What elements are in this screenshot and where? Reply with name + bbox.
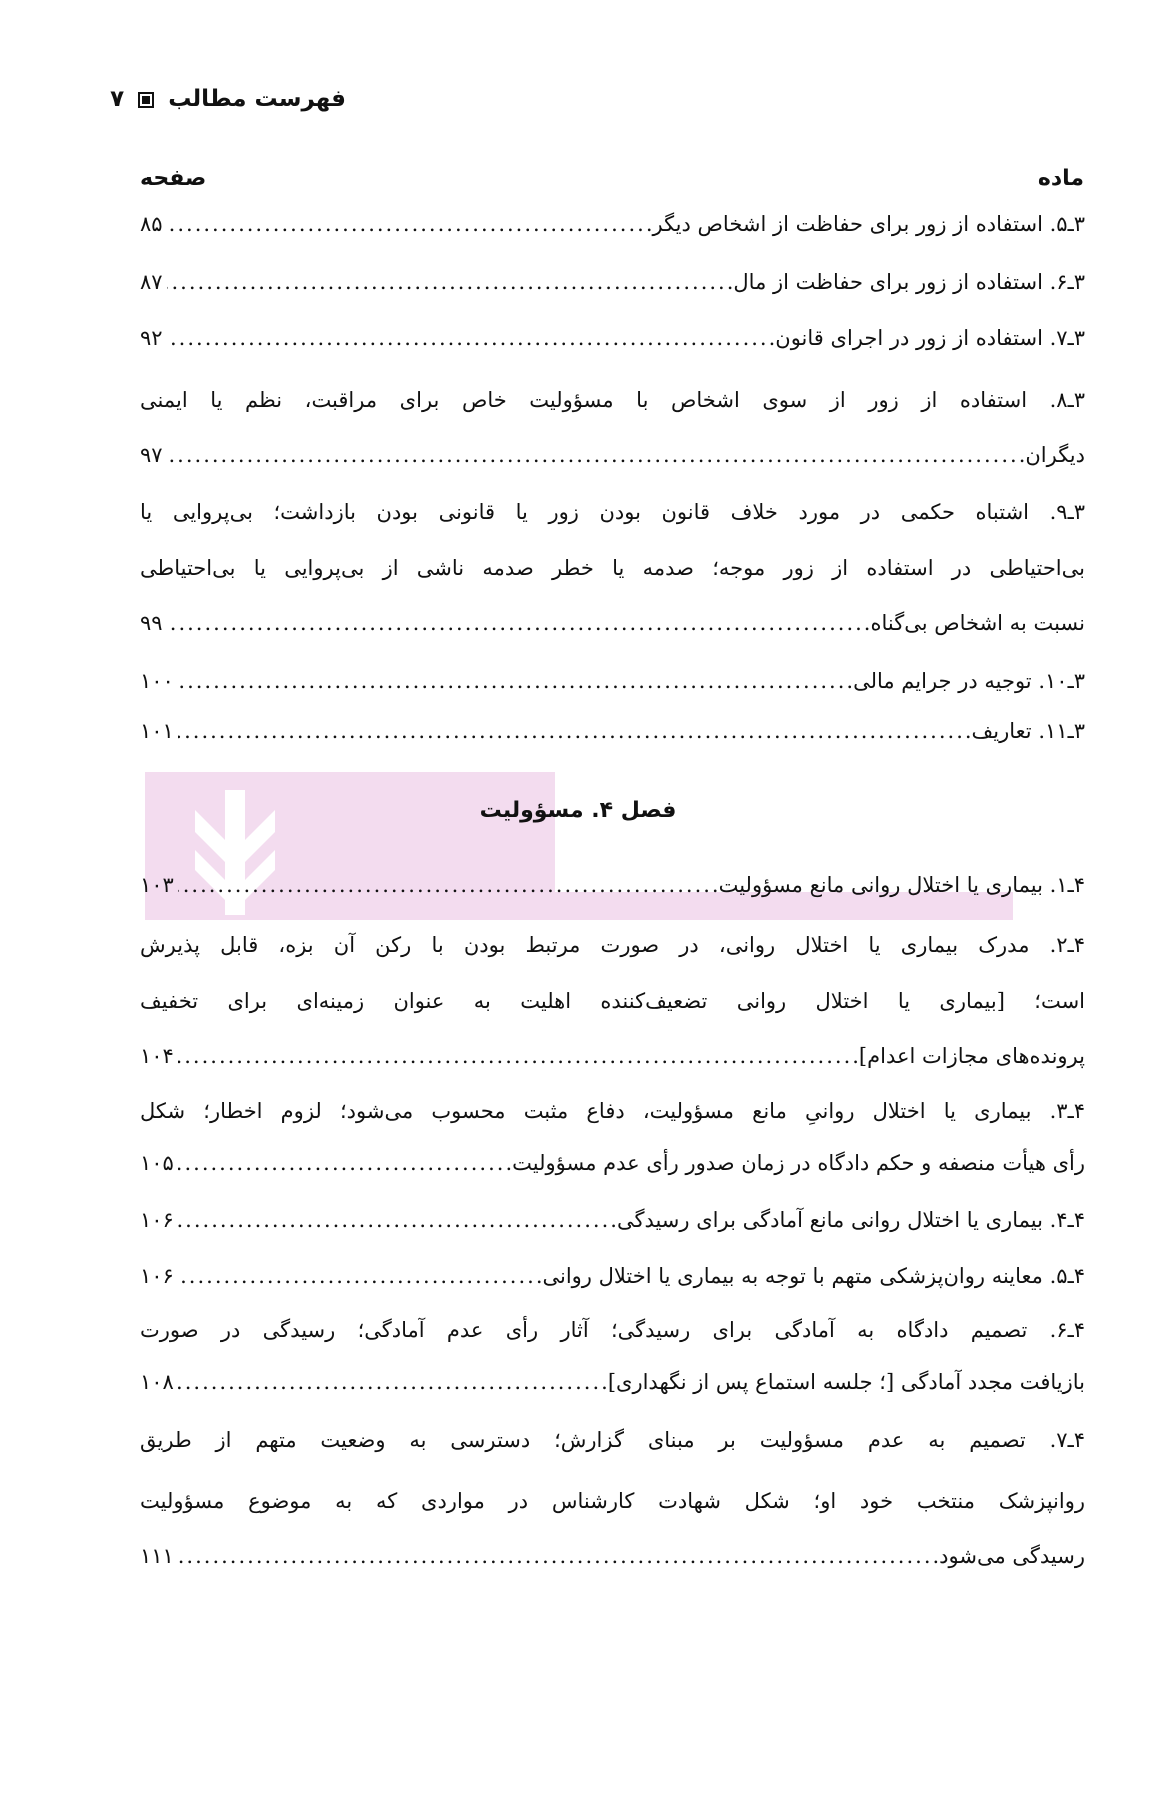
toc-entry-text: رسیدگی می‌شود. xyxy=(932,1544,1085,1568)
toc-entry-page: ۱۰۴ xyxy=(140,1044,174,1068)
dot-leader xyxy=(178,1264,536,1288)
toc-entry-page: ۱۰۵ xyxy=(140,1151,174,1175)
toc-entry-text: ۴ـ۷. تصمیم به عدم مسؤولیت بر مبنای گزارش؛ دسترسی به وضعیت متهم از طریق xyxy=(140,1428,1085,1452)
toc-entry-page: ۸۵ xyxy=(140,212,163,236)
toc-entry-page: ۱۰۶ xyxy=(140,1264,174,1288)
dot-leader xyxy=(167,611,864,635)
toc-entry-text: ۴ـ۲. مدرک بیماری یا اختلال روانی، در صورت مرتبط بودن با رکن آن بزه، قابل پذیرش xyxy=(140,933,1085,957)
header-page-number: ۷ xyxy=(110,86,125,112)
toc-entry[interactable] xyxy=(140,933,1085,957)
toc-entry-text: ۳ـ۸. استفاده از زور از سوی اشخاص با مسؤولیت خاص برای مراقبت، نظم یا ایمنی xyxy=(140,388,1085,412)
toc-entry-page: ۹۹ xyxy=(140,611,163,635)
dot-leader xyxy=(167,212,646,236)
toc-entry-text: بی‌احتیاطی در استفاده از زور موجه؛ صدمه یا خطر صدمه ناشی از بی‌پروایی یا بی‌احتیاطی xyxy=(140,556,1085,580)
toc-entry-text: بازیافت مجدد آمادگی [؛ جلسه استماع پس از نگهداری]. xyxy=(601,1370,1085,1394)
toc-entry[interactable] xyxy=(140,212,1085,246)
toc-entry[interactable] xyxy=(140,1318,1085,1342)
toc-entry-text: روانپزشک منتخب خود او؛ شکل شهادت کارشناس در مواردی که به موضوع مسؤولیت xyxy=(140,1489,1085,1513)
toc-entry-text: ۴ـ۱. بیماری یا اختلال روانی مانع مسؤولیت. xyxy=(711,873,1085,897)
toc-entry[interactable] xyxy=(140,1489,1085,1513)
toc-entry-page: ۱۰۳ xyxy=(140,873,174,897)
dot-leader xyxy=(178,1208,610,1232)
toc-entry[interactable] xyxy=(140,1099,1085,1123)
toc-entry-text: ۳ـ۵. استفاده از زور برای حفاظت از اشخاص دیگر. xyxy=(645,212,1085,236)
dot-leader xyxy=(178,1544,933,1568)
toc-entry[interactable] xyxy=(140,500,1085,524)
dot-leader xyxy=(167,270,727,294)
toc-entry-text: دیگران. xyxy=(1018,443,1085,467)
toc-entry[interactable] xyxy=(140,669,1085,703)
toc-entry-text: ۴ـ۵. معاینه روان‌پزشکی متهم با توجه به بیماری یا اختلال روانی. xyxy=(535,1264,1085,1288)
toc-entry-page: ۹۲ xyxy=(140,326,163,350)
toc-entry-text: ۳ـ۶. استفاده از زور برای حفاظت از مال. xyxy=(726,270,1085,294)
toc-entry-text: پرونده‌های مجازات اعدام]. xyxy=(852,1044,1085,1068)
column-header-item: ماده xyxy=(1037,166,1084,191)
toc-entry[interactable] xyxy=(140,611,1085,645)
chapter-title: فصل ۴. مسؤولیت xyxy=(479,798,677,823)
dot-leader xyxy=(178,669,847,693)
toc-entry-text: ۳ـ۹. اشتباه حکمی در مورد خلاف قانون بودن زور یا قانونی بودن بازداشت؛ بی‌پروایی یا xyxy=(140,500,1085,524)
toc-entry[interactable] xyxy=(140,719,1085,753)
toc-entry-page: ۸۷ xyxy=(140,270,163,294)
running-header xyxy=(110,86,346,112)
dot-leader xyxy=(178,1151,506,1175)
toc-entry[interactable] xyxy=(140,1370,1085,1404)
toc-entry[interactable] xyxy=(140,270,1085,304)
toc-entry[interactable] xyxy=(140,388,1085,412)
toc-entry-page: ۱۰۶ xyxy=(140,1208,174,1232)
toc-entry-text: ۳ـ۱۱. تعاریف. xyxy=(964,719,1085,743)
toc-entry-text: ۴ـ۴. بیماری یا اختلال روانی مانع آمادگی برای رسیدگی. xyxy=(610,1208,1085,1232)
toc-entry-page: ۱۰۸ xyxy=(140,1370,174,1394)
toc-entry[interactable] xyxy=(140,873,1085,907)
toc-entry-text: ۳ـ۷. استفاده از زور در اجرای قانون. xyxy=(768,326,1085,350)
toc-entry-text: رأی هیأت منصفه و حکم دادگاه در زمان صدور رأی عدم مسؤولیت. xyxy=(505,1151,1085,1175)
toc-entry[interactable] xyxy=(140,326,1085,360)
toc-entry[interactable] xyxy=(140,443,1085,477)
square-bullet-icon xyxy=(138,92,154,108)
toc-entry[interactable] xyxy=(140,1044,1085,1078)
toc-entry-text: ۴ـ۳. بیماری یا اختلال روانیِ مانع مسؤولیت، دفاع مثبت محسوب می‌شود؛ لزوم اخطار؛ شکل xyxy=(140,1099,1085,1123)
dot-leader xyxy=(178,719,965,743)
toc-entry-text: ۳ـ۱۰. توجیه در جرایم مالی. xyxy=(846,669,1085,693)
dot-leader xyxy=(167,326,769,350)
dot-leader xyxy=(167,443,1019,467)
toc-entry-page: ۱۰۱ xyxy=(140,719,174,743)
dot-leader xyxy=(178,873,712,897)
toc-entry[interactable] xyxy=(140,1428,1085,1452)
header-title: فهرست مطالب xyxy=(168,86,346,112)
toc-entry[interactable] xyxy=(140,1264,1085,1298)
dot-leader xyxy=(178,1044,852,1068)
toc-entry-page: ۱۱۱ xyxy=(140,1544,174,1568)
toc-entry-text: نسبت به اشخاص بی‌گناه. xyxy=(863,611,1085,635)
toc-entry[interactable] xyxy=(140,1208,1085,1242)
toc-entry-text: است؛ [بیماری یا اختلال روانی تضعیف‌کننده اهلیت به عنوان زمینه‌ای برای تخفیف xyxy=(140,989,1085,1013)
toc-entry[interactable] xyxy=(140,989,1085,1013)
toc-entry[interactable] xyxy=(140,1151,1085,1185)
toc-entry-page: ۱۰۰ xyxy=(140,669,174,693)
toc-entry[interactable] xyxy=(140,556,1085,580)
column-header-page: صفحه xyxy=(140,166,207,191)
toc-entry-page: ۹۷ xyxy=(140,443,163,467)
toc-entry-text: ۴ـ۶. تصمیم دادگاه به آمادگی برای رسیدگی؛ آثار رأی عدم آمادگی؛ رسیدگی در صورت xyxy=(140,1318,1085,1342)
dot-leader xyxy=(178,1370,601,1394)
toc-entry[interactable] xyxy=(140,1544,1085,1578)
